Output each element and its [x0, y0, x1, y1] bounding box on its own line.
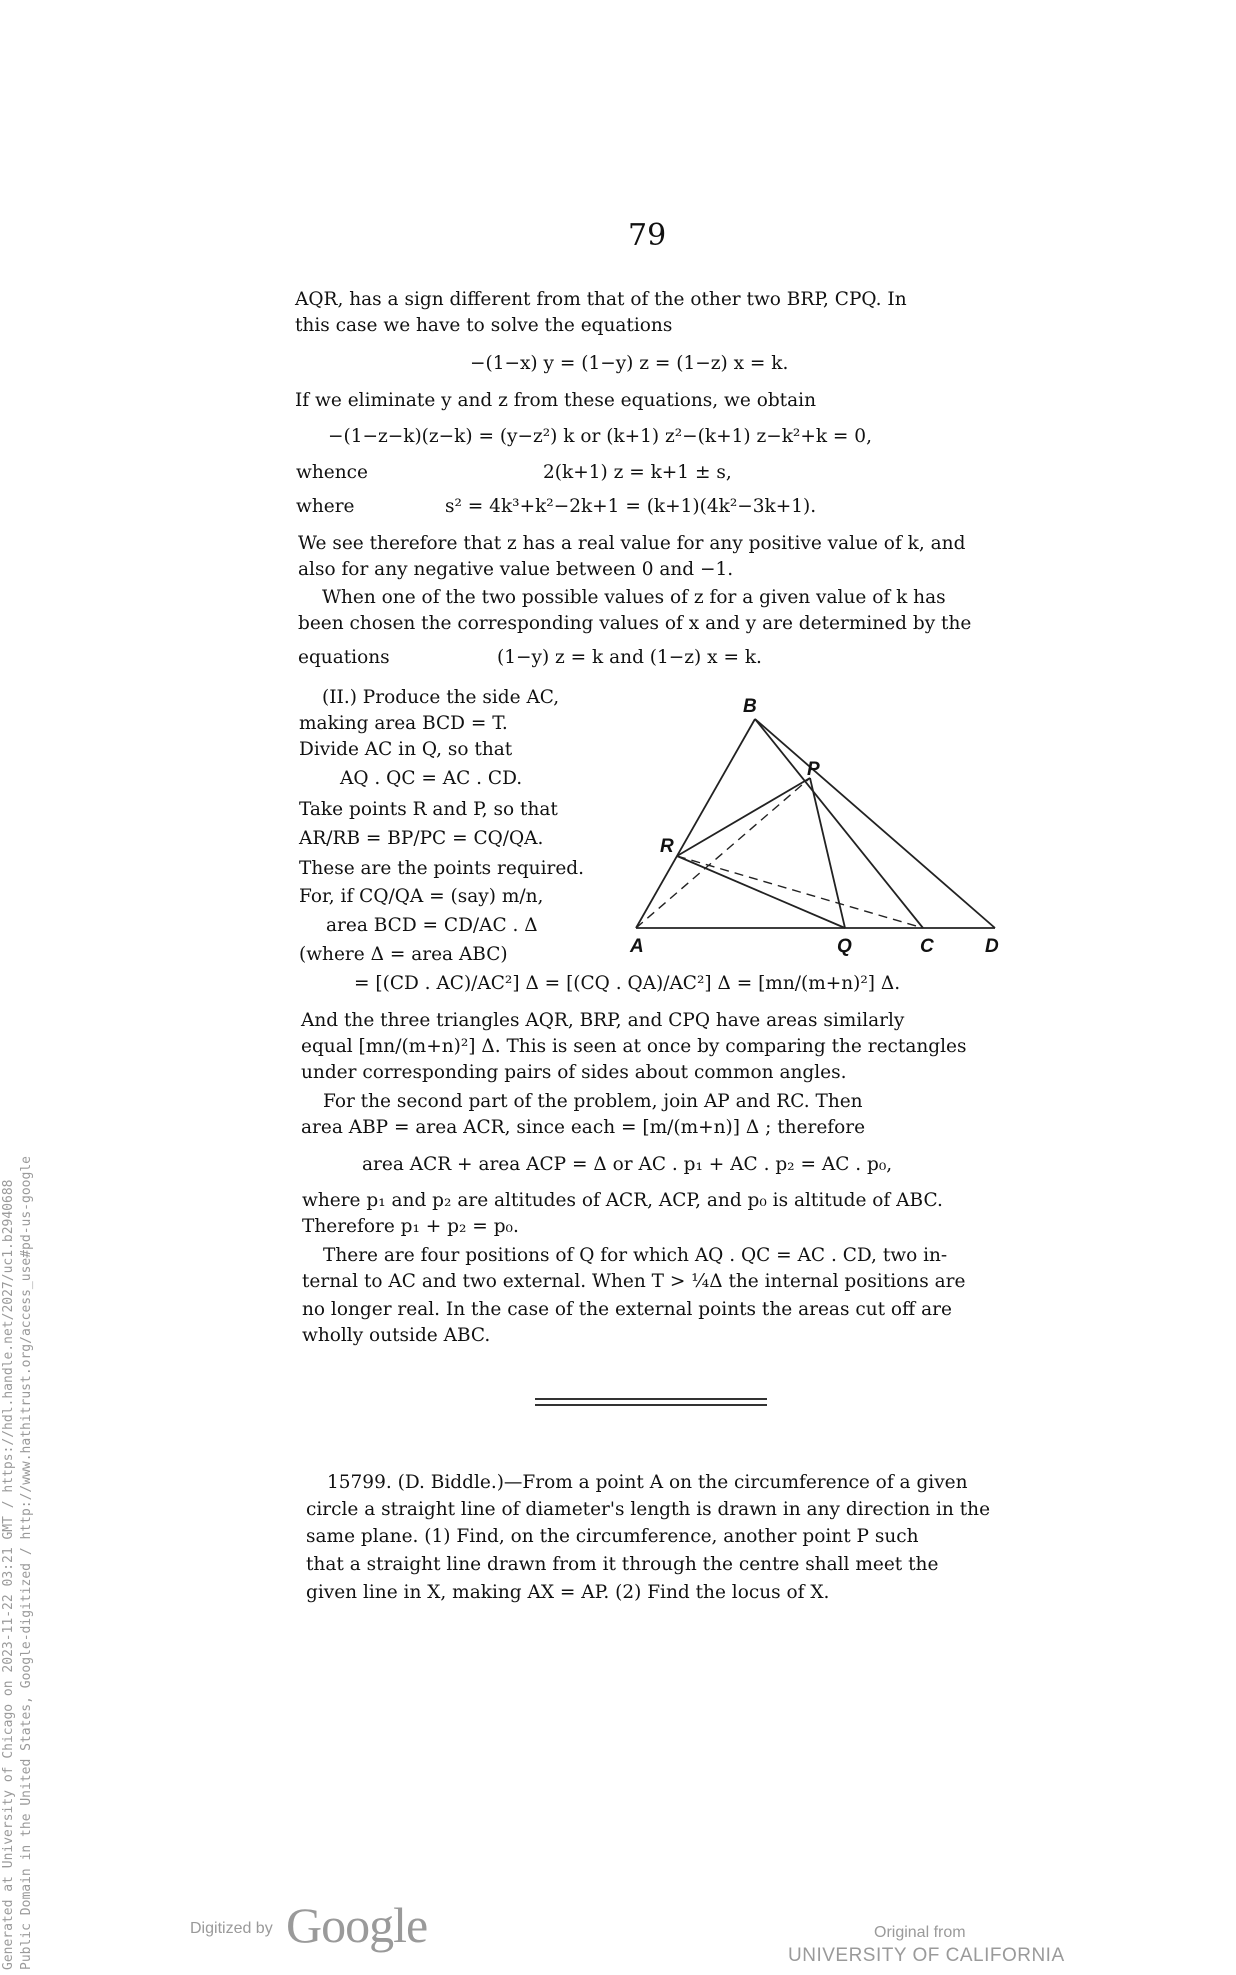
text-line: under corresponding pairs of sides about common angles.: [301, 1062, 847, 1083]
text-line: AQR, has a sign different from that of the other two BRP, CPQ. In: [295, 289, 907, 310]
equation: area ACR + area ACP = Δ or AC . p₁ + AC . p₂ = AC . p₀,: [362, 1154, 893, 1175]
text-line: wholly outside ABC.: [302, 1325, 491, 1346]
line-AB: [636, 719, 755, 928]
label-R: R: [660, 836, 674, 857]
where-label: where: [296, 496, 355, 517]
whence-label: whence: [296, 462, 368, 483]
google-logo: Google: [286, 1897, 428, 1953]
line-RP: [677, 778, 810, 856]
text-line: ternal to AC and two external. When T > ¼Δ the internal positions are: [302, 1271, 966, 1292]
text-line: no longer real. In the case of the external points the areas cut off are: [302, 1299, 952, 1320]
label-A: A: [630, 936, 644, 957]
divider-rule: [535, 1404, 767, 1406]
line-BD: [755, 719, 995, 928]
equation: −(1−z−k)(z−k) = (y−z²) k or (k+1) z²−(k+1) z−k²+k = 0,: [328, 426, 872, 447]
label-D: D: [985, 936, 999, 957]
text-line: this case we have to solve the equations: [295, 315, 673, 336]
text-line: AQ . QC = AC . CD.: [340, 768, 523, 789]
label-P: P: [807, 759, 820, 780]
text-line: where p₁ and p₂ are altitudes of ACR, ACP, and p₀ is altitude of ABC.: [302, 1190, 943, 1211]
text-line: When one of the two possible values of z for a given value of k has: [322, 587, 946, 608]
equation: −(1−x) y = (1−y) z = (1−z) x = k.: [470, 353, 789, 374]
text-line: These are the points required.: [299, 858, 585, 879]
line-RC: [677, 856, 923, 928]
text-line: area ABP = area ACR, since each = [m/(m+n)] Δ ; therefore: [301, 1117, 866, 1138]
label-Q: Q: [837, 936, 852, 957]
text-line: (II.) Produce the side AC,: [322, 687, 560, 708]
text-line: There are four positions of Q for which AQ . QC = AC . CD, two in-: [323, 1245, 948, 1266]
text-line: given line in X, making AX = AP. (2) Find the locus of X.: [306, 1582, 830, 1603]
text-line: Divide AC in Q, so that: [299, 739, 513, 760]
equation: = [(CD . AC)/AC²] Δ = [(CQ . QA)/AC²] Δ = [mn/(m+n)²] Δ.: [354, 973, 901, 994]
text-line: 15799. (D. Biddle.)—From a point A on the circumference of a given: [327, 1472, 968, 1493]
label-B: B: [743, 696, 757, 717]
text-line: been chosen the corresponding values of x and y are determined by the: [298, 613, 972, 634]
equation: 2(k+1) z = k+1 ± s,: [543, 462, 732, 483]
text-line: area BCD = CD/AC . Δ: [326, 915, 538, 936]
text-line: same plane. (1) Find, on the circumference, another point P such: [306, 1526, 919, 1547]
line-BC: [755, 719, 923, 928]
text-line: (where Δ = area ABC): [299, 944, 508, 965]
original-from-label: Original from: [874, 1924, 966, 1941]
text-line: also for any negative value between 0 and −1.: [298, 559, 734, 580]
equation: s² = 4k³+k²−2k+1 = (k+1)(4k²−3k+1).: [445, 496, 817, 517]
text-line: If we eliminate y and z from these equations, we obtain: [295, 390, 816, 411]
text-line: For, if CQ/QA = (say) m/n,: [299, 886, 544, 907]
watermark-line: Generated at University of Chicago on 2023-11-22 03:21 GMT / https://hdl.handle.net/2027/uc1.b2940688: [1, 1179, 16, 1970]
line-PQ: [810, 778, 845, 928]
equations-label: equations: [298, 647, 390, 668]
label-C: C: [920, 936, 934, 957]
text-line: Therefore p₁ + p₂ = p₀.: [302, 1216, 519, 1237]
text-line: And the three triangles AQR, BRP, and CPQ have areas similarly: [301, 1010, 905, 1031]
text-line: making area BCD = T.: [299, 713, 508, 734]
line-RQ: [677, 856, 845, 928]
text-line: For the second part of the problem, join AP and RC. Then: [323, 1091, 863, 1112]
equation: (1−y) z = k and (1−z) x = k.: [497, 647, 762, 668]
text-line: Take points R and P, so that: [299, 799, 558, 820]
text-line: equal [mn/(m+n)²] Δ. This is seen at once by comparing the rectangles: [301, 1036, 967, 1057]
page-number: 79: [628, 218, 667, 253]
divider-rule: [535, 1398, 767, 1400]
text-line: that a straight line drawn from it through the centre shall meet the: [306, 1554, 939, 1575]
university-label: UNIVERSITY OF CALIFORNIA: [788, 1945, 1065, 1966]
text-line: We see therefore that z has a real value for any positive value of k, and: [298, 533, 966, 554]
triangle-figure: [620, 690, 1010, 960]
hathitrust-watermark: [0, 1156, 36, 1970]
text-line: circle a straight line of diameter's length is drawn in any direction in the: [306, 1499, 991, 1520]
watermark-line: Public Domain in the United States, Google-digitized / http://www.hathitrust.org/access_use#pd-us-google: [19, 1156, 34, 1970]
text-line: AR/RB = BP/PC = CQ/QA.: [299, 828, 544, 849]
digitized-by-label: Digitized by: [190, 1920, 273, 1937]
